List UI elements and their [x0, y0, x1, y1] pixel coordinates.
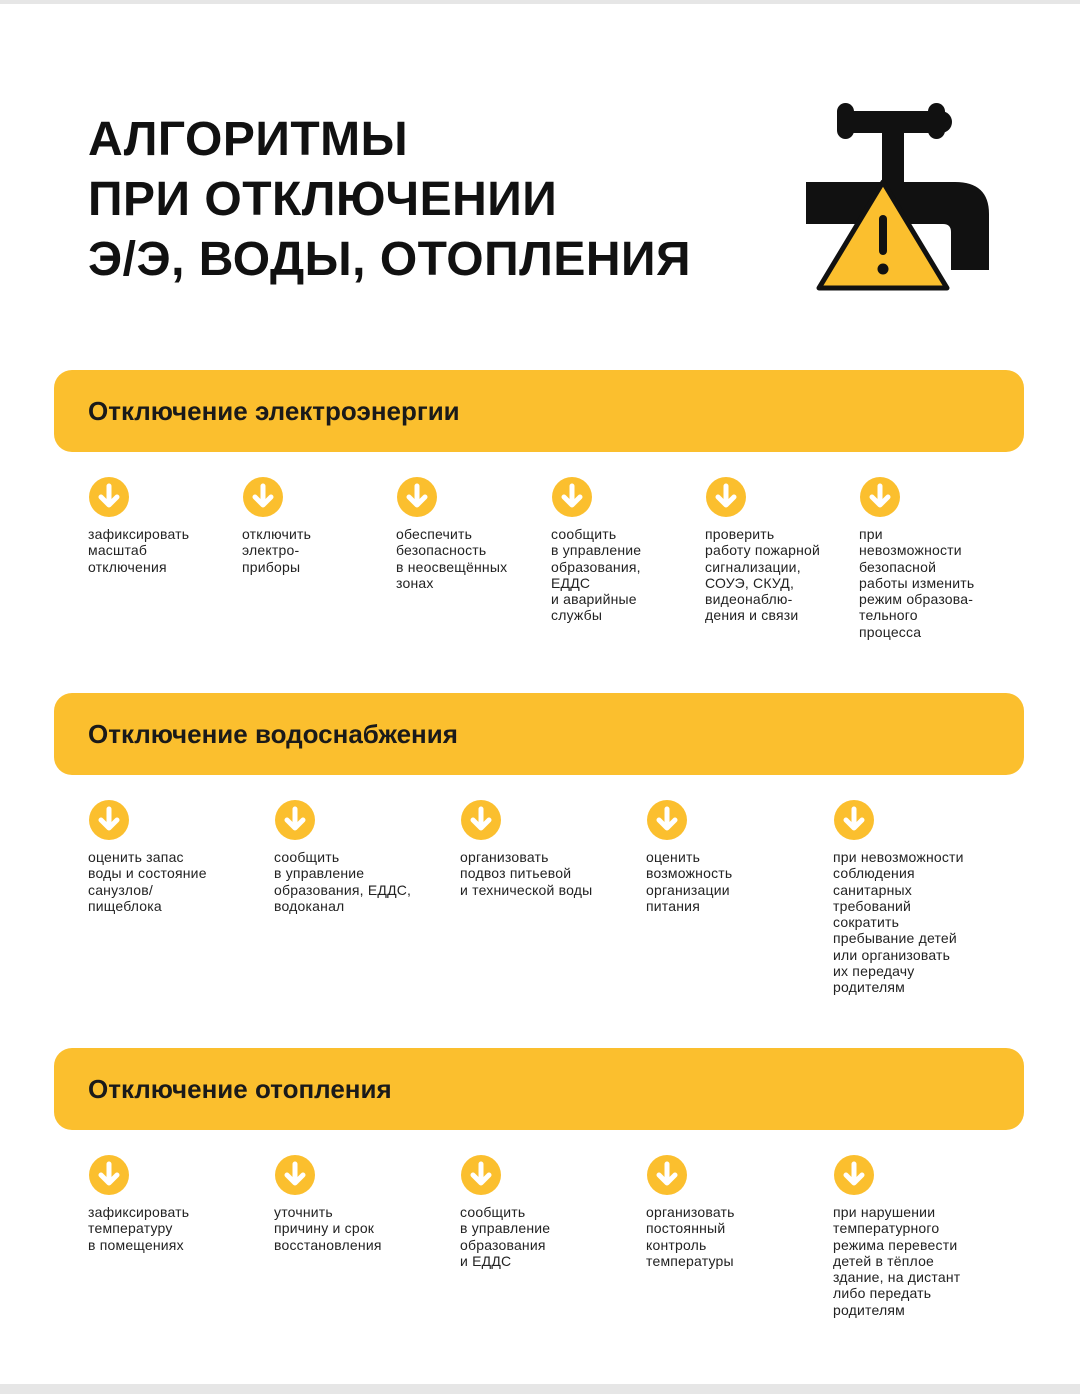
electricity-step-2: [242, 476, 387, 575]
section-electricity-title: Отключение электроэнергии: [88, 396, 460, 426]
arrow-down-circle-icon: [833, 799, 875, 841]
arrow-down-circle-icon: [646, 1154, 688, 1196]
water-step-5: [833, 799, 1013, 996]
step-text: уточнить причину и срок восстановления: [274, 1204, 382, 1253]
arrow-down-circle-icon: [460, 1154, 502, 1196]
step-text: при невозможности соблюдения санитарных требований сократить пребывание детей или организовать их передачу родителям: [833, 849, 964, 996]
heating-step-1: [88, 1154, 266, 1253]
arrow-down-circle-icon: [88, 1154, 130, 1196]
arrow-down-circle-icon: [88, 799, 130, 841]
electricity-step-3: [396, 476, 541, 591]
title-line-2: ПРИ ОТКЛЮЧЕНИИ: [88, 173, 558, 226]
arrow-down-circle-icon: [551, 476, 593, 518]
arrow-down-circle-icon: [88, 476, 130, 518]
electricity-step-5: [705, 476, 853, 624]
step-text: оценить запас воды и состояние санузлов/ пищеблока: [88, 849, 207, 914]
page-title: [88, 110, 691, 290]
arrow-down-circle-icon: [274, 1154, 316, 1196]
heating-step-3: [460, 1154, 638, 1269]
heating-step-2: [274, 1154, 452, 1253]
step-text: зафиксировать масштаб отключения: [88, 526, 190, 575]
step-text: при нарушении температурного режима перевести детей в тёплое здание, на дистант либо передать родителям: [833, 1204, 961, 1318]
title-line-3: Э/Э, ВОДЫ, ОТОПЛЕНИЯ: [88, 233, 691, 286]
arrow-down-circle-icon: [646, 799, 688, 841]
step-text: организовать подвоз питьевой и технической воды: [460, 849, 593, 898]
water-step-2: [274, 799, 452, 914]
top-edge: [0, 0, 1080, 4]
electricity-step-6: [859, 476, 1009, 640]
step-text: сообщить в управление образования и ЕДДС: [460, 1204, 551, 1269]
heating-step-4: [646, 1154, 824, 1269]
step-text: организовать постоянный контроль температуры: [646, 1204, 735, 1269]
arrow-down-circle-icon: [274, 799, 316, 841]
water-step-4: [646, 799, 824, 914]
electricity-step-1: [88, 476, 233, 575]
step-text: оценить возможность организации питания: [646, 849, 733, 914]
title-line-1: АЛГОРИТМЫ: [88, 113, 409, 166]
step-text: при невозможности безопасной работы изменить режим образова- тельного процесса: [859, 526, 975, 640]
section-electricity-header: [54, 370, 1024, 452]
step-text: сообщить в управление образования, ЕДДС, водоканал: [274, 849, 412, 914]
arrow-down-circle-icon: [460, 799, 502, 841]
bottom-edge: [0, 1384, 1080, 1394]
step-text: отключить электро- приборы: [242, 526, 312, 575]
step-text: обеспечить безопасность в неосвещённых зонах: [396, 526, 508, 591]
arrow-down-circle-icon: [242, 476, 284, 518]
section-heating-header: [54, 1048, 1024, 1130]
step-text: зафиксировать температуру в помещениях: [88, 1204, 190, 1253]
water-step-1: [88, 799, 266, 914]
arrow-down-circle-icon: [859, 476, 901, 518]
step-text: проверить работу пожарной сигнализации, СОУЭ, СКУД, видеонаблю- дения и связи: [705, 526, 821, 624]
arrow-down-circle-icon: [396, 476, 438, 518]
step-text: сообщить в управление образования, ЕДДС и аварийные службы: [551, 526, 642, 624]
section-heating-title: Отключение отопления: [88, 1074, 392, 1104]
section-water-header: [54, 693, 1024, 775]
section-water-title: Отключение водоснабжения: [88, 719, 458, 749]
faucet-warning-icon: [800, 100, 996, 296]
arrow-down-circle-icon: [705, 476, 747, 518]
heating-step-5: [833, 1154, 1013, 1318]
electricity-step-4: [551, 476, 696, 624]
water-step-3: [460, 799, 638, 898]
arrow-down-circle-icon: [833, 1154, 875, 1196]
